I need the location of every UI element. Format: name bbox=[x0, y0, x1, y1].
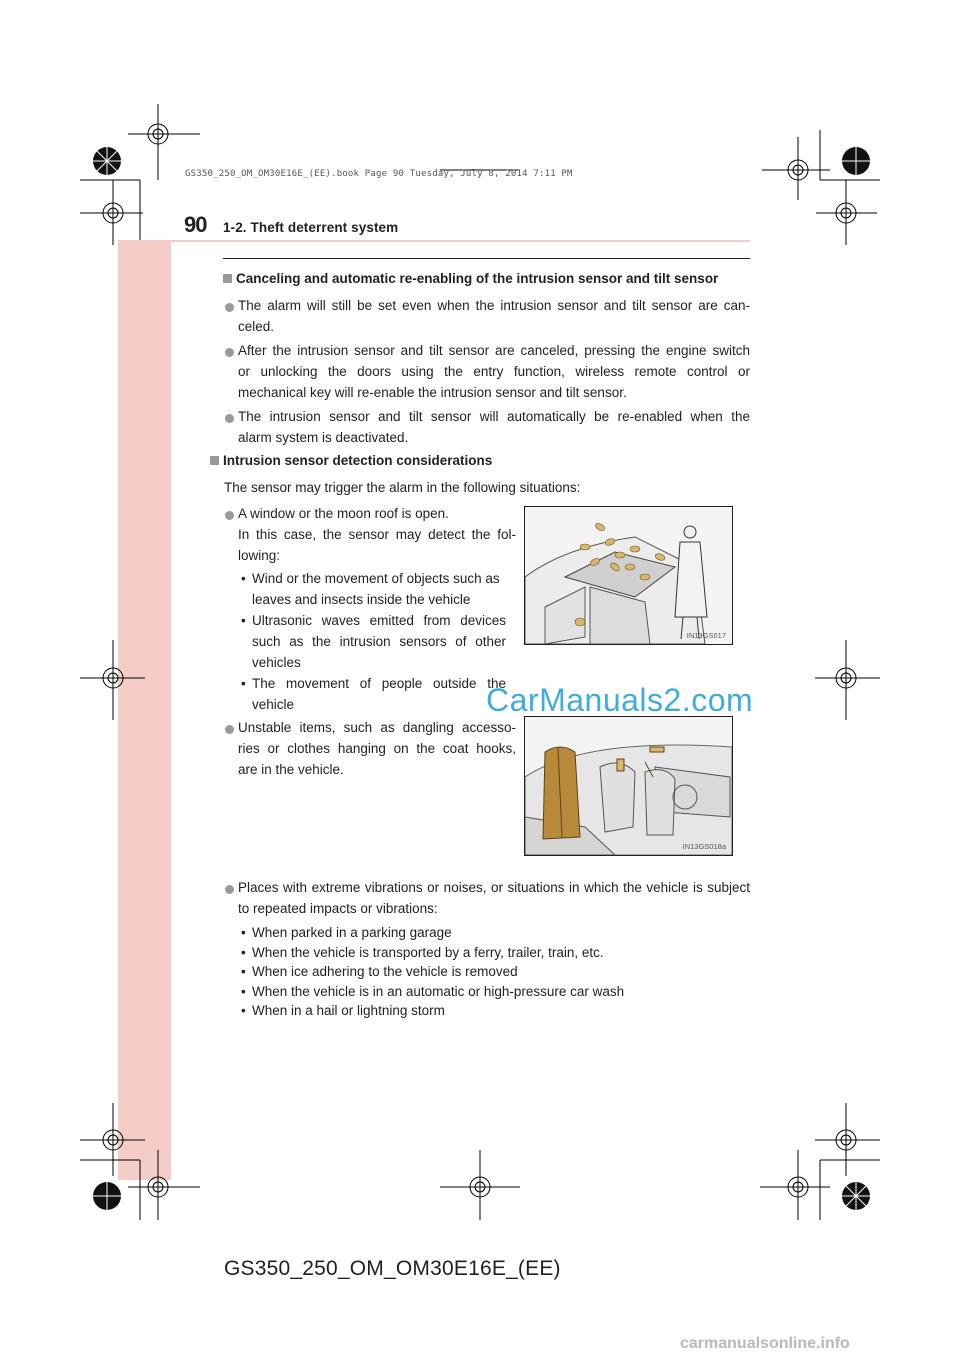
window-sub-items: • Wind or the movement of objects such as leaves and insects inside the vehicle • Ultrasonic waves emitted from devices such as the intrusion sensors of other vehicles • The movement of people outside the vehicle bbox=[238, 568, 506, 715]
window-open-item: A window or the moon roof is open. In this case, the sensor may detect the fol- lowing: bbox=[238, 506, 516, 563]
dot-bullet-icon: • bbox=[241, 613, 246, 628]
header-rule bbox=[118, 240, 750, 242]
square-bullet-icon bbox=[210, 456, 219, 465]
bullet-icon bbox=[225, 885, 234, 894]
footer-document-code: GS350_250_OM_OM30E16E_(EE) bbox=[224, 1257, 561, 1280]
list-item: • When parked in a parking garage bbox=[238, 923, 750, 943]
book-file-stamp: GS350_250_OM_OM30E16E_(EE).book Page 90 Tuesday, July 8, 2014 7:11 PM bbox=[185, 169, 573, 179]
list-item: • When in a hail or lightning storm bbox=[238, 1001, 750, 1021]
unstable-items-item: Unstable items, such as dangling accesso- ries or clothes hanging on the coat hooks, are in the vehicle. bbox=[238, 720, 516, 777]
watermark-link[interactable]: CarManuals2.com bbox=[486, 682, 754, 718]
bullet-icon bbox=[225, 511, 234, 520]
list-item: • When ice adhering to the vehicle is removed bbox=[238, 962, 750, 982]
bullet-icon bbox=[225, 725, 234, 734]
car-moon-roof-illustration bbox=[525, 507, 732, 644]
canceling-bullet-2: After the intrusion sensor and tilt sensor are canceled, pressing the engine switch or unlocking the doors using the entry function, wireless remote control or mechanical key will re-enable the intrusion sensor and tilt sensor. bbox=[238, 343, 750, 400]
dot-bullet-icon: • bbox=[241, 964, 246, 979]
dot-bullet-icon: • bbox=[241, 1003, 246, 1018]
page-number: 90 bbox=[184, 212, 207, 237]
list-item: • When the vehicle is transported by a ferry, trailer, train, etc. bbox=[238, 943, 750, 963]
dot-bullet-icon: • bbox=[241, 944, 246, 960]
section-title: 1-2. Theft deterrent system bbox=[223, 220, 399, 235]
canceling-bullet-3: The intrusion sensor and tilt sensor will automatically be re-enabled when the alarm system is deactivated. bbox=[238, 409, 750, 445]
dot-bullet-icon: • bbox=[241, 676, 246, 691]
considerations-heading: Intrusion sensor detection considerations bbox=[210, 450, 750, 471]
vibrations-list bbox=[238, 923, 750, 1021]
bullet-icon bbox=[225, 348, 234, 357]
figure-code: IN13GS018a bbox=[682, 842, 726, 851]
cabin-items-figure bbox=[524, 716, 733, 856]
car-interior-illustration bbox=[525, 717, 732, 855]
list-item: • When the vehicle is in an automatic or high-pressure car wash bbox=[238, 982, 750, 1002]
vibrations-item: Places with extreme vibrations or noises, or situations in which the vehicle is subject to repeated impacts or vibrations: bbox=[238, 880, 750, 916]
figure-code: IN13GS017 bbox=[686, 631, 726, 640]
moon-roof-figure bbox=[524, 506, 733, 645]
square-bullet-icon bbox=[223, 274, 232, 283]
footer-site-watermark[interactable]: carmanualsonline.info bbox=[680, 1335, 850, 1352]
content-top-rule bbox=[223, 258, 750, 259]
bullet-icon bbox=[225, 303, 234, 312]
dot-bullet-icon: • bbox=[241, 983, 246, 999]
canceling-bullet-1: The alarm will still be set even when the intrusion sensor and tilt sensor are can- celed. bbox=[238, 298, 750, 334]
dot-bullet-icon: • bbox=[241, 925, 246, 940]
bullet-icon bbox=[225, 414, 234, 423]
canceling-heading: Canceling and automatic re-enabling of the intrusion sensor and tilt sensor bbox=[223, 268, 763, 289]
dot-bullet-icon: • bbox=[241, 571, 246, 586]
considerations-intro: The sensor may trigger the alarm in the following situations: bbox=[224, 480, 581, 495]
